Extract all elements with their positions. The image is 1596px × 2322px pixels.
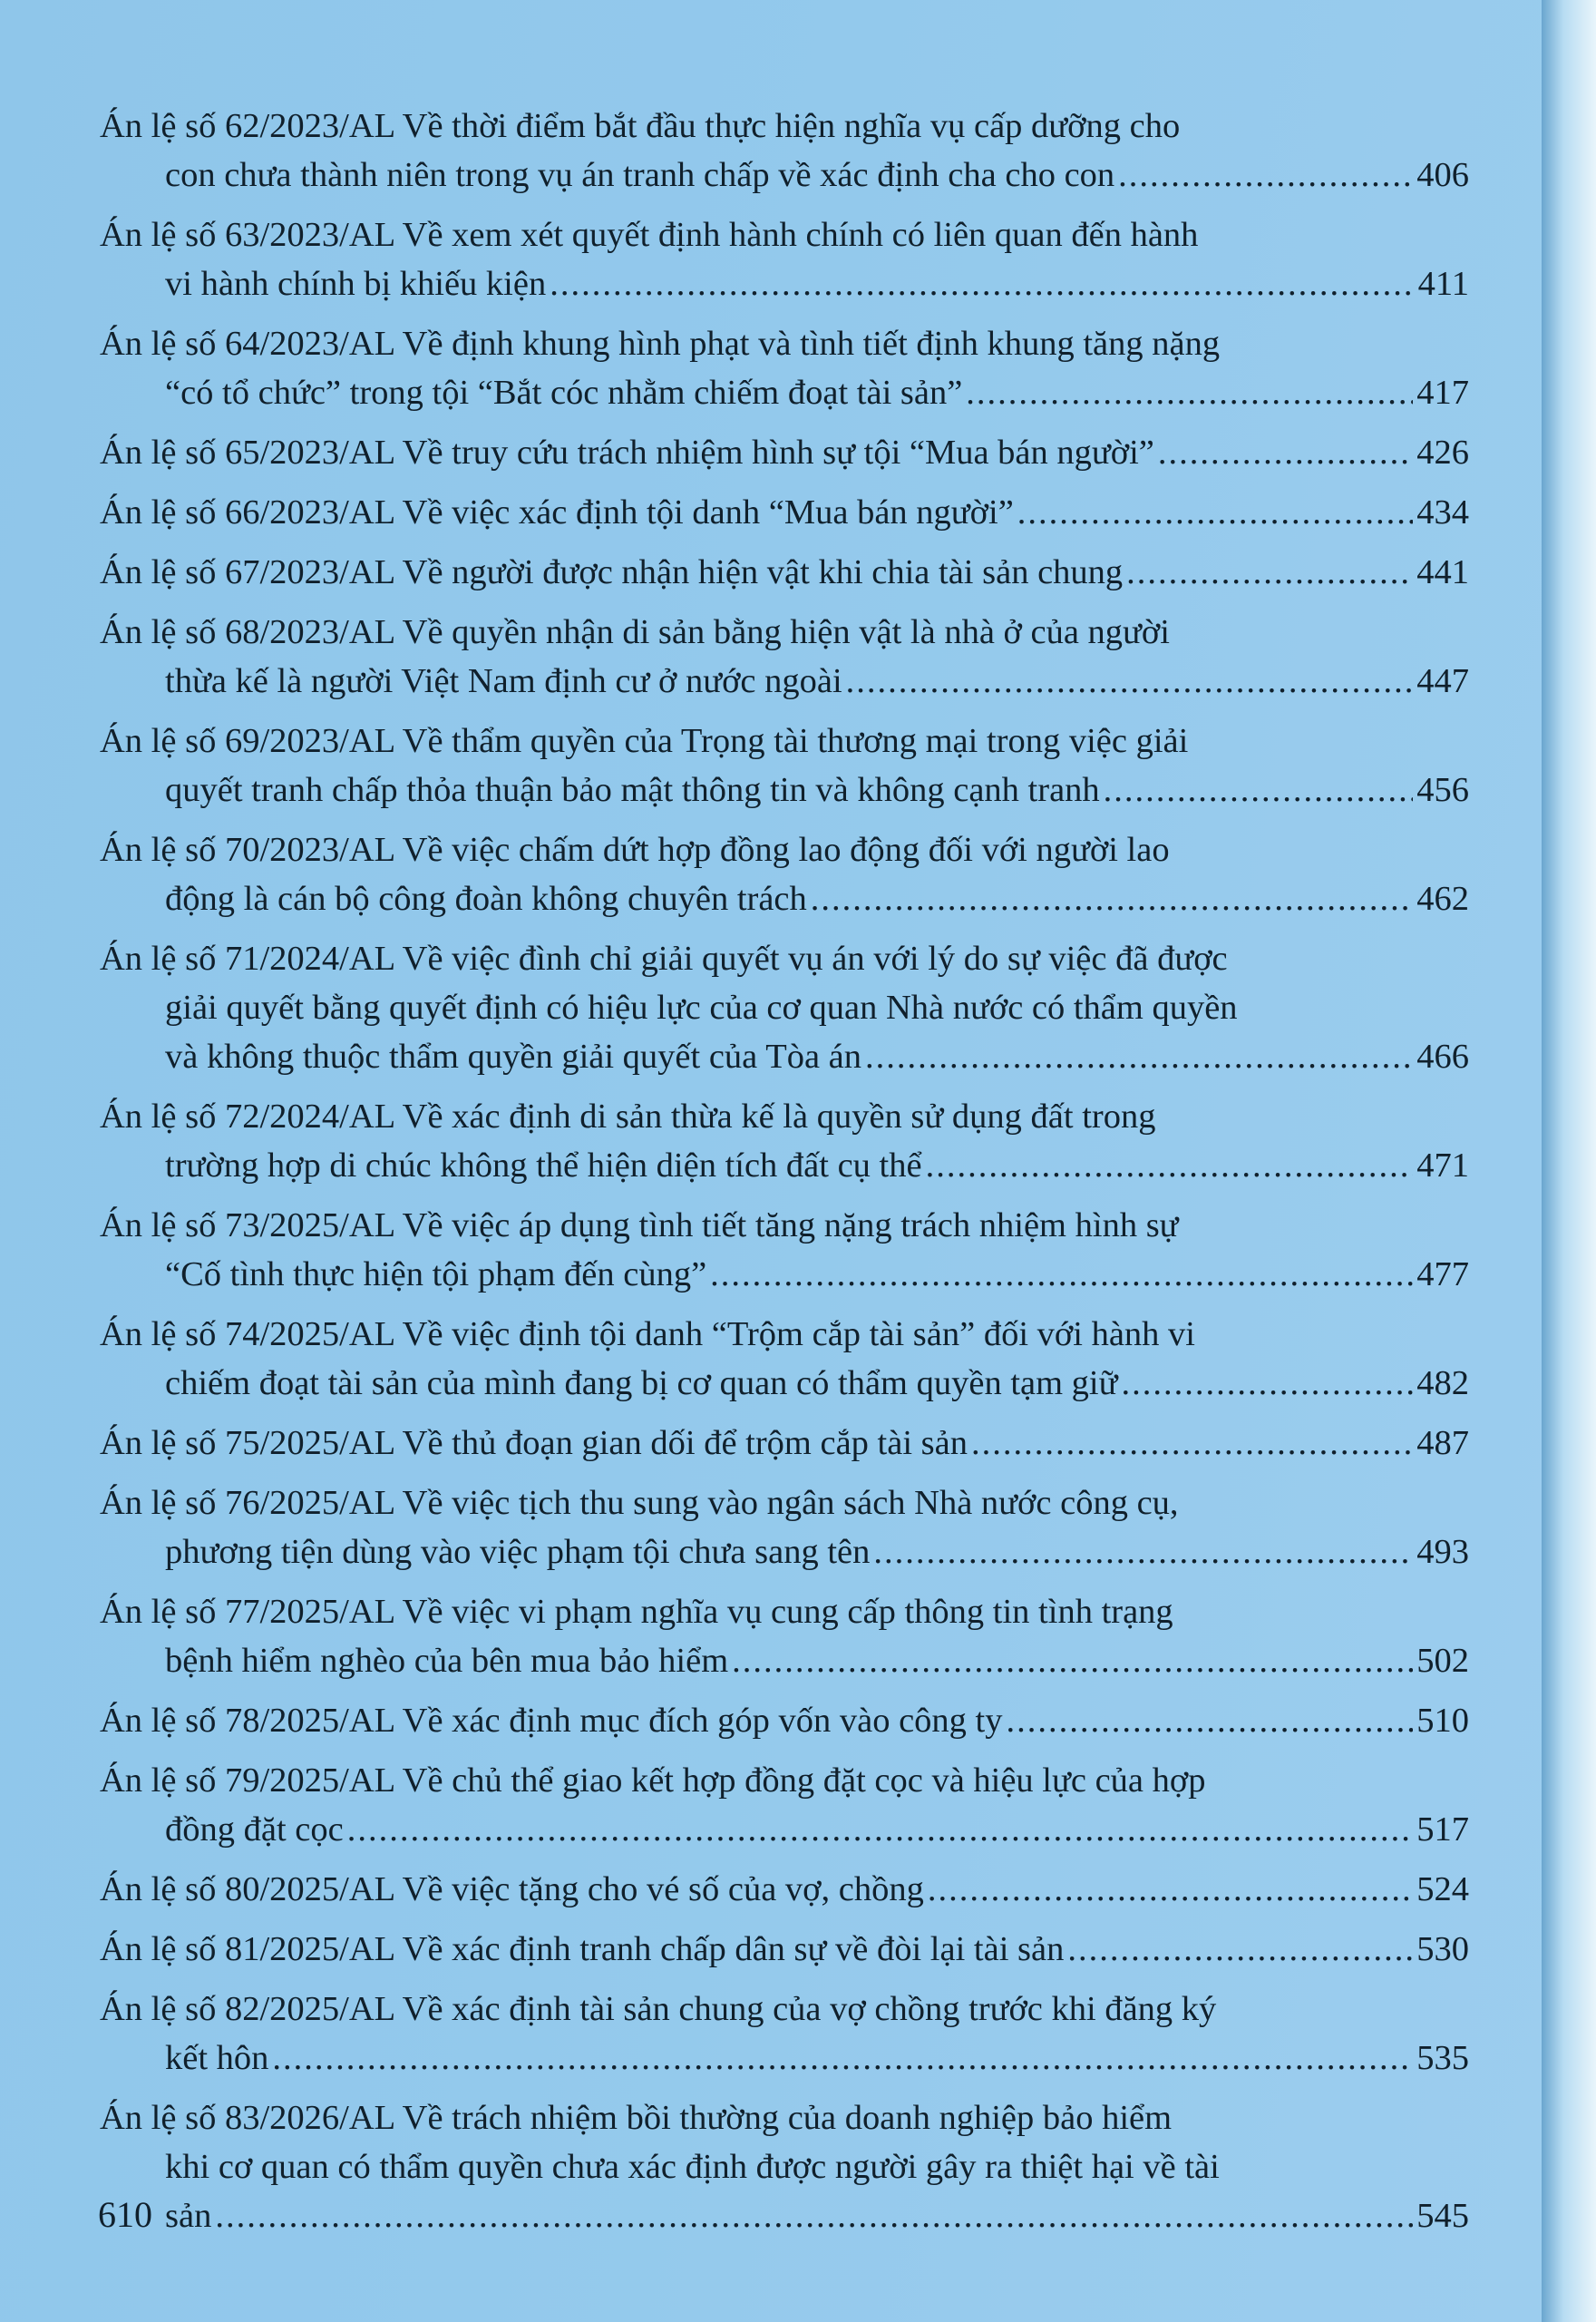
toc-entry-line — [100, 1696, 1469, 1745]
toc-page-number: 411 — [1417, 265, 1469, 303]
toc-entry-text: đồng đặt cọc — [165, 1810, 344, 1849]
toc-entry-line — [100, 1032, 1469, 1081]
dot-leader — [873, 1527, 1413, 1576]
toc-entry-text: Án lệ số 65/2023/AL Về truy cứu trách nhiệm hình sự tội “Mua bán người” — [100, 434, 1154, 472]
toc-entry-line — [100, 488, 1469, 537]
toc-entry-line — [100, 1250, 1469, 1299]
toc-entry-text: “có tổ chức” trong tội “Bắt cóc nhằm chiếm đoạt tài sản” — [165, 374, 963, 412]
toc-entry-text: bệnh hiểm nghèo của bên mua bảo hiểm — [165, 1642, 729, 1680]
toc-entry — [100, 102, 1469, 200]
toc-entry — [100, 1419, 1469, 1468]
toc-entry-line: Án lệ số 82/2025/AL Về xác định tài sản chung của vợ chồng trước khi đăng ký — [100, 1990, 1217, 2028]
toc-entry-text: sản — [165, 2197, 212, 2235]
toc-entry — [100, 1092, 1469, 1190]
dot-leader — [1007, 1696, 1414, 1745]
dot-leader — [811, 874, 1413, 923]
toc-entry — [100, 1201, 1469, 1299]
toc-entry-line — [100, 1419, 1469, 1468]
toc-entry-line — [100, 1527, 1469, 1576]
toc-page-number: 447 — [1416, 662, 1469, 700]
page-number: 610 — [98, 2194, 152, 2235]
dot-leader — [215, 2191, 1413, 2240]
toc-entry-line — [100, 1925, 1469, 1974]
toc-entry-line — [100, 1141, 1469, 1190]
toc-page-number: 441 — [1416, 553, 1469, 591]
toc-entry-line: Án lệ số 64/2023/AL Về định khung hình phạt và tình tiết định khung tăng nặng — [100, 325, 1221, 363]
toc-entry — [100, 488, 1469, 537]
toc-entry-line: Án lệ số 70/2023/AL Về việc chấm dứt hợp đồng lao động đối với người lao — [100, 831, 1170, 869]
dot-leader — [710, 1250, 1413, 1299]
dot-leader — [1118, 151, 1413, 200]
toc-entry — [100, 1985, 1469, 2083]
toc-entry-line — [100, 1636, 1469, 1685]
toc-entry-line — [100, 368, 1469, 417]
toc-page-number: 426 — [1416, 434, 1469, 472]
toc-page-number: 462 — [1416, 880, 1469, 918]
toc-entry-text: con chưa thành niên trong vụ án tranh chấp về xác định cha cho con — [165, 156, 1115, 194]
toc-page-number: 471 — [1416, 1146, 1469, 1185]
toc-entry-text: trường hợp di chúc không thể hiện diện tích đất cụ thể — [165, 1146, 922, 1185]
dot-leader — [966, 368, 1413, 417]
toc-entry-line — [100, 1359, 1469, 1408]
toc-entry-line: Án lệ số 62/2023/AL Về thời điểm bắt đầu thực hiện nghĩa vụ cấp dưỡng cho — [100, 107, 1181, 145]
toc-page-number: 466 — [1416, 1038, 1469, 1076]
toc-entry — [100, 319, 1469, 417]
dot-leader — [846, 657, 1414, 706]
toc-entry-line — [100, 151, 1469, 200]
toc-page-number: 510 — [1416, 1702, 1469, 1740]
toc-entry-text: chiếm đoạt tài sản của mình đang bị cơ quan có thẩm quyền tạm giữ — [165, 1364, 1118, 1402]
toc-entry-text: quyết tranh chấp thỏa thuận bảo mật thông tin và không cạnh tranh — [165, 771, 1100, 809]
toc-page-number: 406 — [1416, 156, 1469, 194]
toc-page-number: 535 — [1416, 2039, 1469, 2077]
toc-entry-text: Án lệ số 75/2025/AL Về thủ đoạn gian dối để trộm cắp tài sản — [100, 1424, 968, 1462]
toc-entry — [100, 1865, 1469, 1914]
toc-entry-line: Án lệ số 68/2023/AL Về quyền nhận di sản bằng hiện vật là nhà ở của người — [100, 613, 1170, 651]
toc-entry-line: Án lệ số 74/2025/AL Về việc định tội danh “Trộm cắp tài sản” đối với hành vi — [100, 1315, 1195, 1353]
dot-leader — [928, 1865, 1413, 1914]
dot-leader — [1126, 548, 1413, 597]
toc-entry — [100, 825, 1469, 923]
toc-entry-line — [100, 548, 1469, 597]
toc-entry-line: khi cơ quan có thẩm quyền chưa xác định được người gây ra thiệt hại về tài — [165, 2148, 1220, 2186]
toc-entry — [100, 934, 1469, 1081]
book-edge — [1542, 0, 1596, 2322]
toc-page-number: 524 — [1416, 1870, 1469, 1908]
toc-page-number: 456 — [1416, 771, 1469, 809]
toc-entry-line: Án lệ số 63/2023/AL Về xem xét quyết định hành chính có liên quan đến hành — [100, 216, 1199, 254]
dot-leader — [1017, 488, 1413, 537]
toc-page-number: 517 — [1416, 1810, 1469, 1849]
toc-page-number: 417 — [1416, 374, 1469, 412]
toc-entry — [100, 1478, 1469, 1576]
toc-entry — [100, 1587, 1469, 1685]
toc-entry-line: Án lệ số 77/2025/AL Về việc vi phạm nghĩa vụ cung cấp thông tin tình trạng — [100, 1593, 1173, 1631]
toc-entry-line — [100, 766, 1469, 815]
toc-page-number: 434 — [1416, 493, 1469, 532]
toc-entry-line — [100, 259, 1469, 308]
dot-leader — [865, 1032, 1413, 1081]
dot-leader — [272, 2034, 1413, 2083]
toc-entry-text: thừa kế là người Việt Nam định cư ở nước ngoài — [165, 662, 842, 700]
table-of-contents — [100, 102, 1469, 2251]
dot-leader — [971, 1419, 1413, 1468]
toc-entry — [100, 1925, 1469, 1974]
toc-entry-line — [100, 2034, 1469, 2083]
toc-entry-line — [100, 1805, 1469, 1854]
toc-entry-text: “Cố tình thực hiện tội phạm đến cùng” — [165, 1255, 707, 1293]
dot-leader — [1104, 766, 1414, 815]
toc-page-number: 477 — [1416, 1255, 1469, 1293]
toc-entry-line: Án lệ số 79/2025/AL Về chủ thể giao kết hợp đồng đặt cọc và hiệu lực của hợp — [100, 1761, 1206, 1800]
toc-entry — [100, 1696, 1469, 1745]
toc-entry — [100, 1310, 1469, 1408]
toc-entry-line: giải quyết bằng quyết định có hiệu lực của cơ quan Nhà nước có thẩm quyền — [165, 989, 1238, 1027]
toc-page-number: 502 — [1416, 1642, 1469, 1680]
toc-page-number: 487 — [1416, 1424, 1469, 1462]
dot-leader — [550, 259, 1414, 308]
toc-entry-line: Án lệ số 71/2024/AL Về việc đình chỉ giải quyết vụ án với lý do sự việc đã được — [100, 940, 1228, 978]
dot-leader — [1122, 1359, 1414, 1408]
toc-entry-line: Án lệ số 76/2025/AL Về việc tịch thu sung vào ngân sách Nhà nước công cụ, — [100, 1484, 1179, 1522]
toc-entry-text: phương tiện dùng vào việc phạm tội chưa sang tên — [165, 1533, 871, 1571]
dot-leader — [732, 1636, 1413, 1685]
toc-entry — [100, 428, 1469, 477]
toc-entry-text: vi hành chính bị khiếu kiện — [165, 265, 547, 303]
toc-entry-line — [100, 1865, 1469, 1914]
toc-entry — [100, 210, 1469, 308]
toc-entry-line — [100, 874, 1469, 923]
dot-leader — [1067, 1925, 1413, 1974]
toc-entry-text: Án lệ số 66/2023/AL Về việc xác định tội danh “Mua bán người” — [100, 493, 1014, 532]
toc-entry — [100, 717, 1469, 815]
toc-entry — [100, 2093, 1469, 2240]
toc-page-number: 545 — [1416, 2197, 1469, 2235]
toc-entry-text: Án lệ số 78/2025/AL Về xác định mục đích góp vốn vào công ty — [100, 1702, 1003, 1740]
toc-entry-text: Án lệ số 67/2023/AL Về người được nhận hiện vật khi chia tài sản chung — [100, 553, 1124, 591]
toc-entry — [100, 608, 1469, 706]
toc-entry-line — [100, 2191, 1469, 2240]
toc-entry-text: động là cán bộ công đoàn không chuyên trách — [165, 880, 807, 918]
toc-page-number: 530 — [1416, 1930, 1469, 1968]
toc-entry-line: Án lệ số 83/2026/AL Về trách nhiệm bồi thường của doanh nghiệp bảo hiểm — [100, 2099, 1173, 2137]
dot-leader — [926, 1141, 1414, 1190]
dot-leader — [347, 1805, 1414, 1854]
toc-page-number: 482 — [1416, 1364, 1469, 1402]
toc-entry — [100, 1756, 1469, 1854]
toc-entry-text: Án lệ số 80/2025/AL Về việc tặng cho vé số của vợ, chồng — [100, 1870, 924, 1908]
toc-entry-line — [100, 657, 1469, 706]
toc-entry-line: Án lệ số 72/2024/AL Về xác định di sản thừa kế là quyền sử dụng đất trong — [100, 1098, 1156, 1136]
toc-entry-line: Án lệ số 69/2023/AL Về thẩm quyền của Trọng tài thương mại trong việc giải — [100, 722, 1189, 760]
toc-entry-line: Án lệ số 73/2025/AL Về việc áp dụng tình tiết tăng nặng trách nhiệm hình sự — [100, 1206, 1179, 1244]
toc-entry-line — [100, 428, 1469, 477]
toc-entry — [100, 548, 1469, 597]
toc-entry-text: và không thuộc thẩm quyền giải quyết của Tòa án — [165, 1038, 862, 1076]
toc-entry-text: kết hôn — [165, 2039, 269, 2077]
toc-page-number: 493 — [1416, 1533, 1469, 1571]
dot-leader — [1158, 428, 1413, 477]
toc-entry-text: Án lệ số 81/2025/AL Về xác định tranh chấp dân sự về đòi lại tài sản — [100, 1930, 1065, 1968]
